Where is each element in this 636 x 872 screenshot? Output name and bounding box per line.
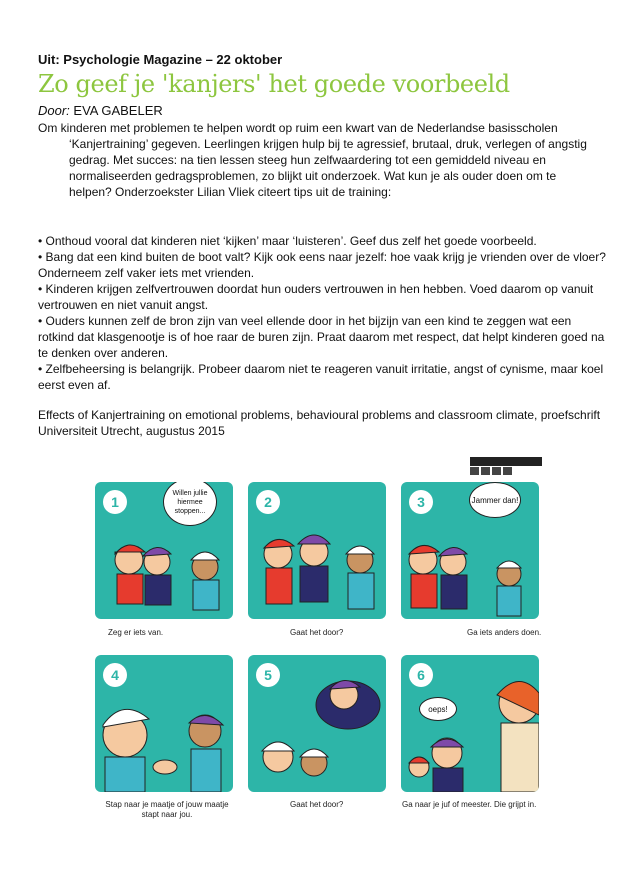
byline-label: Door: [38,103,70,118]
panel-number: 3 [409,490,433,514]
tip-item: • Kinderen krijgen zelfvertrouwen doordat hun ouders vertrouwen in hen hebben. Voed daarom op vanuit vertrouwen en niet vanuit angst. [38,282,594,312]
byline-author: EVA GABELER [69,103,163,118]
article-intro [38,120,598,200]
tip-item: • Ouders kunnen zelf de bron zijn van veel ellende door in het bijzijn van een kind te zeggen wat een rotkind dat klasgenootje is of hoe raar de buren zijn. Praat daarom met respect, dat helpt kinderen goed na te denken over anderen. [38,314,605,360]
speech-bubble: Jammer dan! [469,482,521,518]
comic-panel-2 [248,482,386,619]
article-source: Uit: Psychologie Magazine – 22 oktober [38,52,283,67]
panel-illustration [248,655,386,792]
speech-bubble: Willen jullie hiermee stoppen... [163,482,217,526]
panel-number: 6 [409,663,433,687]
panel-illustration [401,655,539,792]
tip-item: • Bang dat een kind buiten de boot valt? Kijk ook eens naar jezelf: hoe vaak krijg je vrienden over de vloer? Onderneem zelf vaker iets met vrienden. [38,250,606,280]
panel-caption: Ga naar je juf of meester. Die grijpt in. [402,800,537,809]
reference-text: Effects of Kanjertraining on emotional problems, behavioural problems and classroom climate, proefschrift Universiteit Utrecht, augustus 2015 [38,408,601,438]
panel-number: 2 [256,490,280,514]
logo-blocks [470,467,542,475]
logo-bar [470,457,542,466]
panel-caption: Gaat het door? [290,800,344,809]
speech-bubble: oeps! [419,697,457,721]
panel-number: 5 [256,663,280,687]
comic-panel-4 [95,655,233,792]
panel-illustration [95,655,233,792]
tips-list [38,233,608,393]
intro-paragraph: Om kinderen met problemen te helpen wordt op ruim een kwart van de Nederlandse basisscholen ‘Kanjertraining’ gegeven. Leerlingen krijgen hulp bij te agressief, brutaal, druk, verlegen of angstig gedrag. Met succes: na tien lessen steeg hun zelfwaardering tot een gemiddeld niveau en normaliseerden gedragsproblemen, zo blijkt uit onderzoek. Wat kun je als ouder doen om te helpen? Onderzoekster Lilian Vliek citeert tips uit de training: [38,121,587,199]
publisher-logo [470,457,542,475]
reference [38,407,608,439]
article-byline [38,103,163,118]
panel-illustration [248,482,386,619]
panel-caption: Gaat het door? [290,628,344,637]
tip-item: • Zelfbeheersing is belangrijk. Probeer daarom niet te reageren vanuit irritatie, angst of cynisme, maar koel eerst even af. [38,362,604,392]
article-title: Zo geef je 'kanjers' het goede voorbeeld [38,70,510,98]
comic-panel-5 [248,655,386,792]
tip-item: • Onthoud vooral dat kinderen niet ‘kijken’ maar ‘luisteren’. Geef dus zelf het goede voorbeeld. [38,234,537,248]
comic-panel-6 [401,655,539,792]
panel-caption: Ga iets anders doen. [467,628,542,637]
panel-number: 1 [103,490,127,514]
panel-caption: Zeg er iets van. [108,628,164,637]
comic-panel-3 [401,482,539,619]
comic-panel-1 [95,482,233,619]
panel-caption: Stap naar je maatje of jouw maatje stapt naar jou. [105,800,229,819]
panel-number: 4 [103,663,127,687]
